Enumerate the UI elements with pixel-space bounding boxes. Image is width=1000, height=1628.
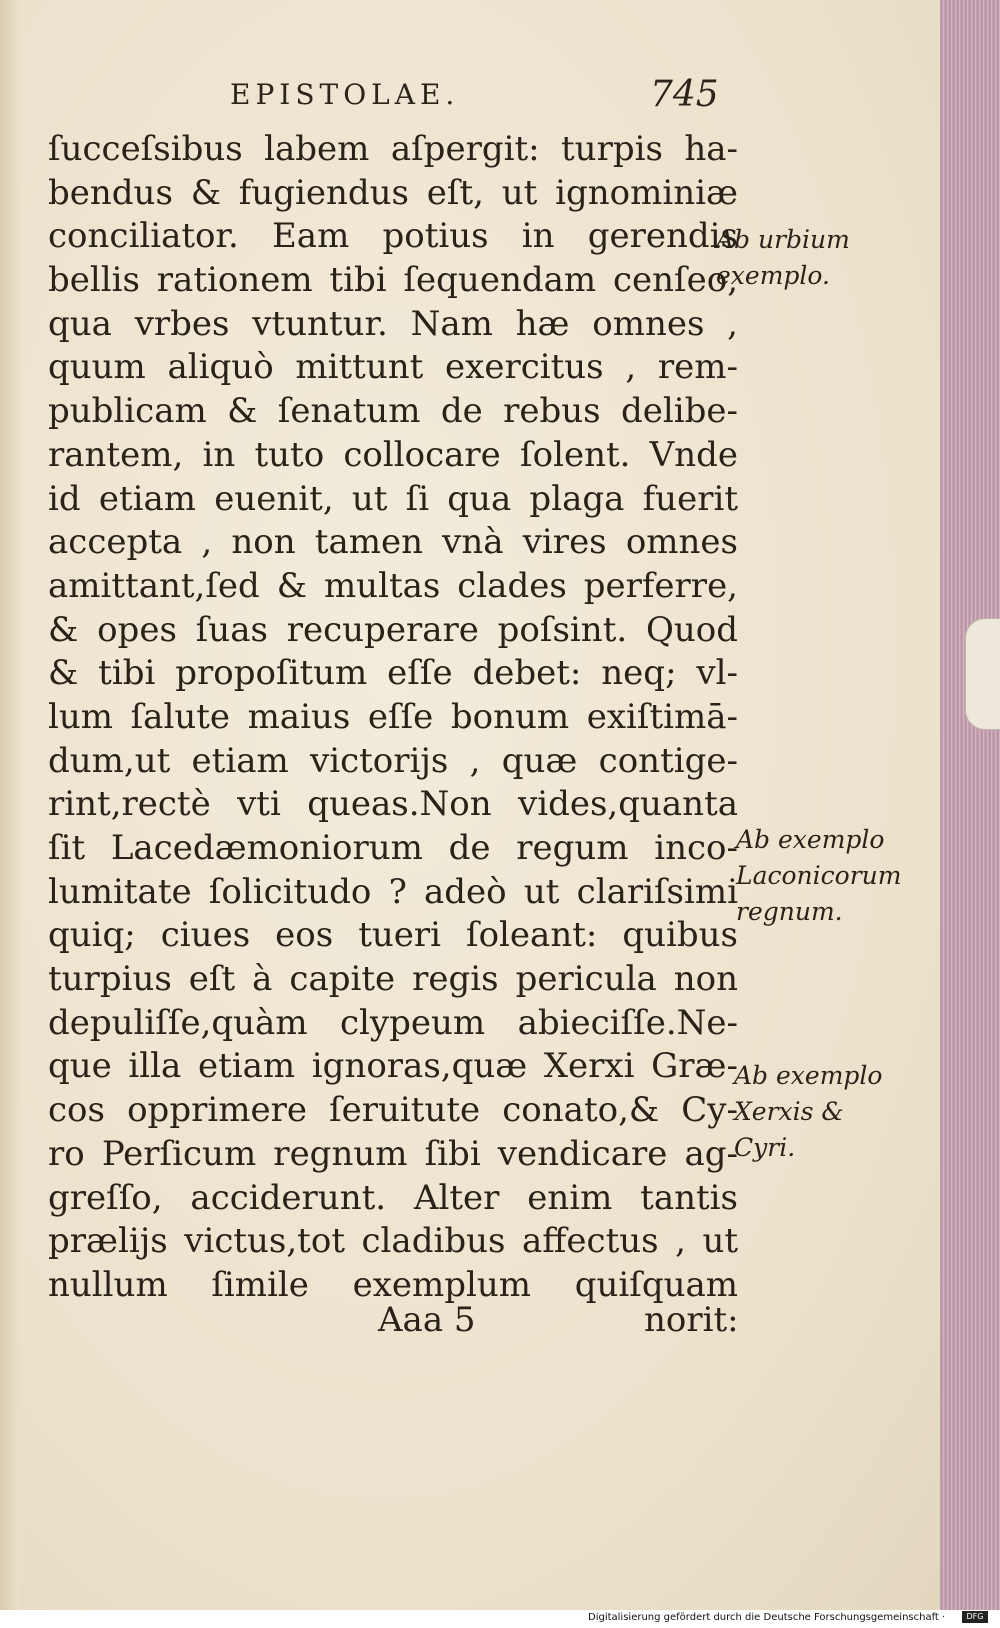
text-line: prælijs victus,tot cladibus affectus , ut xyxy=(48,1221,738,1262)
text-line: turpius eſt à capite regis pericula non xyxy=(48,959,738,1000)
text-line: lumitate ſolicitudo ? adeò ut clariſsimi xyxy=(48,871,738,912)
text-line: que illa etiam ignoras,quæ Xerxi Græ- xyxy=(48,1046,738,1087)
page-edge-stack xyxy=(940,0,1000,1610)
text-line: accepta , non tamen vnà vires omnes xyxy=(48,522,738,563)
margin-note-line: Ab exemplo xyxy=(736,825,885,854)
text-line: depuliſſe,quàm clypeum abieciſſe.Ne- xyxy=(48,1002,738,1043)
margin-note-line: Xerxis & xyxy=(734,1097,844,1126)
text-line: ro Perſicum regnum ſibi vendicare ag- xyxy=(48,1133,738,1174)
text-line: nullum ſimile exemplum quiſquam xyxy=(48,1264,738,1305)
text-line: bendus & fugiendus eſt, ut ignominiæ xyxy=(48,172,738,213)
catchword: norit: xyxy=(644,1300,739,1340)
book-clasp xyxy=(965,618,1000,730)
text-line: conciliator. Eam potius in gerendis xyxy=(48,216,738,257)
text-line: ſit Lacedæmoniorum de regum inco- xyxy=(48,828,738,868)
running-title: EPISTOLAE. xyxy=(230,78,460,111)
text-line: amittant,ſed & multas clades perferre, xyxy=(48,565,738,606)
margin-note-line: Ab urbium xyxy=(716,225,850,254)
text-line: dum,ut etiam victorijs , quæ contige- xyxy=(48,740,738,781)
text-line: rint,rectè vti queas.Non vides,quanta xyxy=(48,784,738,825)
margin-note-line: Ab exemplo xyxy=(734,1061,883,1090)
text-line: cos opprimere ſeruitute conato,& Cy- xyxy=(48,1090,738,1131)
main-text-block xyxy=(48,128,738,1308)
text-line: qua vrbes vtuntur. Nam hæ omnes , xyxy=(48,303,738,344)
margin-note-urbium xyxy=(716,222,850,294)
text-line: publicam & ſenatum de rebus delibe- xyxy=(48,391,738,432)
text-line: & tibi propoſitum eſſe debet: neq; vl- xyxy=(48,653,738,694)
digitization-credit: Digitalisierung gefördert durch die Deutsche Forschungsgemeinschaft · xyxy=(588,1612,946,1623)
page-gutter xyxy=(0,0,20,1610)
margin-note-line: exemplo. xyxy=(716,261,830,290)
margin-note-line: Laconicorum xyxy=(736,861,902,890)
text-line: greſſo, acciderunt. Alter enim tantis xyxy=(48,1177,738,1218)
page-number: 745 xyxy=(650,74,719,115)
dfg-logo: DFG xyxy=(962,1611,988,1623)
text-line: lum ſalute maius eſſe bonum exiſtimā- xyxy=(48,696,738,737)
margin-note-xerxis xyxy=(734,1058,882,1166)
text-line: & opes ſuas recuperare poſsint. Quod xyxy=(48,609,738,650)
text-line: ſucceſsibus labem aſpergit: turpis ha- xyxy=(48,129,738,169)
text-line: bellis rationem tibi ſequendam cenſeo, xyxy=(48,260,738,301)
signature-mark: Aaa 5 xyxy=(378,1300,476,1340)
page-header xyxy=(230,74,730,118)
text-line: rantem, in tuto collocare ſolent. Vnde xyxy=(48,434,738,475)
margin-note-line: regnum. xyxy=(736,897,843,926)
margin-note-laconicorum xyxy=(736,822,901,930)
text-line: quiq; ciues eos tueri ſoleant: quibus xyxy=(48,915,738,956)
margin-note-line: Cyri. xyxy=(734,1133,796,1162)
text-line: quum aliquò mittunt exercitus , rem- xyxy=(48,347,738,388)
text-line: id etiam euenit, ut ſi qua plaga fuerit xyxy=(48,478,738,519)
